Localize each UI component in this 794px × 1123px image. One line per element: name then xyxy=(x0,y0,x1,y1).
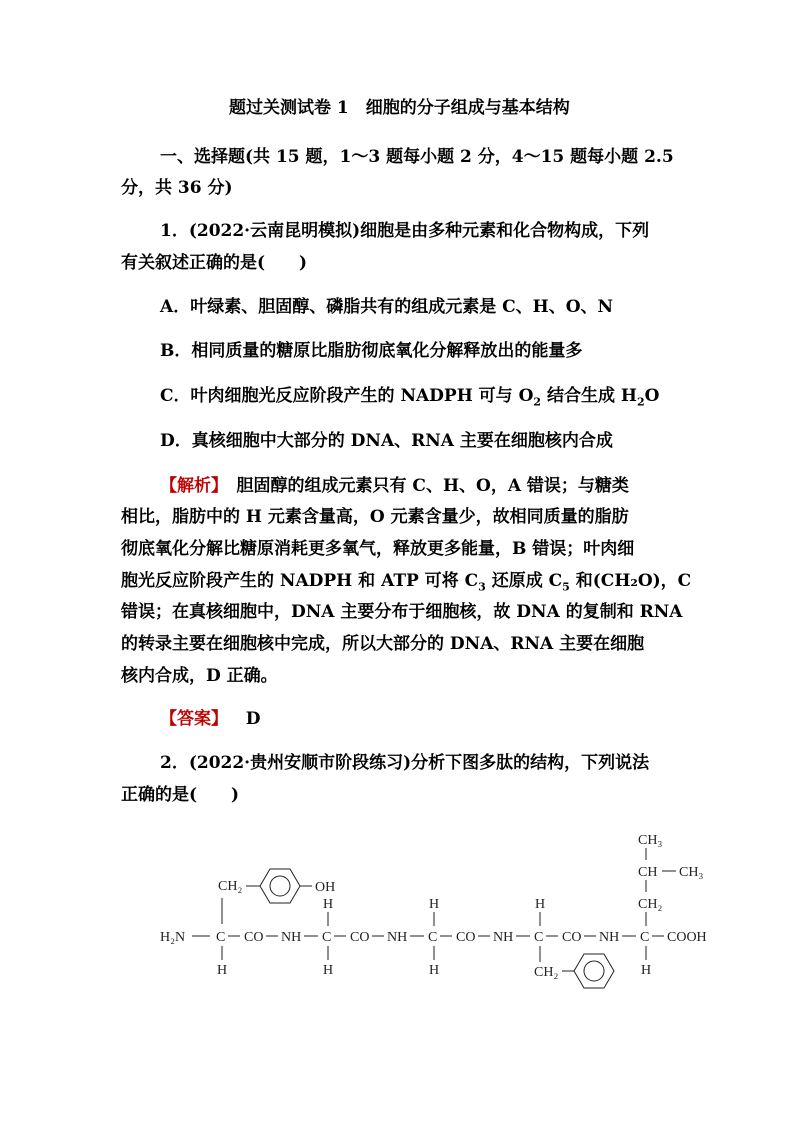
q1-option-c xyxy=(160,384,659,414)
chain-nh: NH xyxy=(493,930,514,945)
analysis-line4 xyxy=(121,569,691,599)
chain-nh: NH xyxy=(387,930,408,945)
chain-carbonyl: CO xyxy=(350,930,370,945)
q1-stem-line1: 1．(2022·云南昆明模拟)细胞是由多种元素和化合物构成，下列 xyxy=(160,221,650,241)
chain-carbon: C xyxy=(640,930,650,945)
subscript: 3 xyxy=(478,580,486,594)
h-atom: H xyxy=(323,963,334,978)
section-heading-line1: 一、选择题(共 15 题，1～3 题每小题 2 分，4～15 题每小题 2.5 xyxy=(160,147,674,167)
chain-carbon: C xyxy=(534,930,544,945)
chain-nh: NH xyxy=(599,930,620,945)
q1-option-b: B．相同质量的糖原比脂肪彻底氧化分解释放出的能量多 xyxy=(160,341,583,361)
analysis-line5: 错误；在真核细胞中，DNA 主要分布于细胞核，故 DNA 的复制和 RNA xyxy=(121,602,683,622)
methyl-group: CH₃ xyxy=(638,833,663,848)
ch2-group: CH₂ xyxy=(534,965,559,980)
analysis-text: 还原成 C xyxy=(485,571,563,591)
q2-stem-line2: 正确的是( ) xyxy=(121,785,240,805)
ch2-group: CH₂ xyxy=(638,897,663,912)
chain-carboxyl: COOH xyxy=(667,930,707,945)
benzene-ring-icon xyxy=(574,954,614,988)
benzene-ring-icon xyxy=(260,869,300,903)
analysis-line7: 核内合成，D 正确。 xyxy=(121,666,278,686)
subscript: 2 xyxy=(636,395,645,409)
answer-line xyxy=(160,707,261,731)
ch-group: CH xyxy=(638,865,658,880)
benzene-ring-icon xyxy=(584,961,604,981)
chain-carbon: C xyxy=(428,930,438,945)
chain-amino: H₂N xyxy=(160,930,186,945)
q2-stem-line1: 2．(2022·贵州安顺市阶段练习)分析下图多肽的结构，下列说法 xyxy=(160,753,650,773)
analysis-line6: 的转录主要在细胞核中完成，所以大部分的 DNA、RNA 主要在细胞 xyxy=(121,634,645,654)
analysis-label: 【解析】 xyxy=(160,476,220,496)
analysis-text: 和(CH₂O)，C xyxy=(569,571,692,591)
benzene-ring-icon xyxy=(270,876,290,896)
q1-option-a: A．叶绿素、胆固醇、磷脂共有的组成元素是 C、H、O、N xyxy=(160,297,614,317)
answer-label: 【答案】 xyxy=(160,709,228,729)
chain-nh: NH xyxy=(281,930,302,945)
q1-stem-line2: 有关叙述正确的是( ) xyxy=(121,253,308,273)
analysis-line2: 相比，脂肪中的 H 元素含量高，O 元素含量少，故相同质量的脂肪 xyxy=(121,507,629,527)
analysis-text: 胆固醇的组成元素只有 C、H、O，A 错误；与糖类 xyxy=(219,476,629,496)
chain-carbonyl: CO xyxy=(562,930,582,945)
subscript: 5 xyxy=(562,580,570,594)
h-atom: H xyxy=(323,897,334,912)
subscript: 2 xyxy=(533,395,542,409)
h-atom: H xyxy=(429,963,440,978)
q1-option-d: D．真核细胞中大部分的 DNA、RNA 主要在细胞核内合成 xyxy=(160,431,613,451)
polypeptide-structure-diagram xyxy=(160,822,720,992)
q1-option-c-text: C．叶肉细胞光反应阶段产生的 NADPH 可与 O xyxy=(160,386,534,406)
section-heading-line2: 分，共 36 分) xyxy=(121,178,233,198)
chain-carbon: C xyxy=(216,930,226,945)
methyl-group: CH₃ xyxy=(679,865,704,880)
h-atom: H xyxy=(535,897,546,912)
answer-value: D xyxy=(245,709,261,729)
analysis-text: 胞光反应阶段产生的 NADPH 和 ATP 可将 C xyxy=(121,571,479,591)
h-atom: H xyxy=(641,963,652,978)
analysis-line1 xyxy=(160,474,629,498)
ch2-group: CH₂ xyxy=(218,879,243,894)
hydroxyl-group: OH xyxy=(315,880,336,895)
q1-option-c-text: O xyxy=(644,386,660,406)
q1-option-c-text: 结合生成 H xyxy=(541,386,637,406)
analysis-line3: 彻底氧化分解比糖原消耗更多氧气，释放更多能量，B 错误；叶肉细 xyxy=(121,539,635,559)
chain-carbonyl: CO xyxy=(244,930,264,945)
h-atom: H xyxy=(217,963,228,978)
page-title: 题过关测试卷 1 细胞的分子组成与基本结构 xyxy=(229,98,570,118)
h-atom: H xyxy=(429,897,440,912)
chain-carbon: C xyxy=(322,930,332,945)
chain-carbonyl: CO xyxy=(456,930,476,945)
